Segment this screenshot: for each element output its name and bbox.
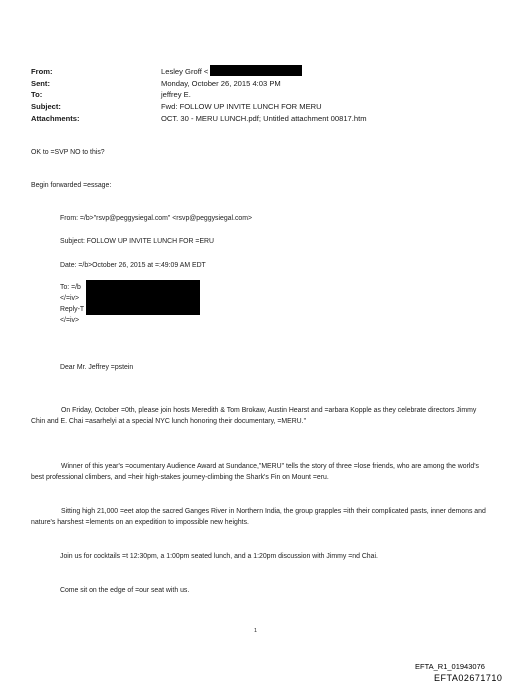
paragraph-closing: Come sit on the edge of =our seat with us.: [60, 587, 190, 594]
paragraph-setting: Sitting high 21,000 =eet atop the sacred Ganges River in Northern India, the group grapples =ith their complicated pasts, inner demons and nature's harshest =lements on an expedition to impossible new heights.: [31, 508, 486, 526]
fwd-subject-line: Subject: FOLLOW UP INVITE LUNCH FOR =ERU: [60, 238, 214, 245]
from-value: Lesley Groff <: [161, 67, 209, 76]
footer-id-primary: EFTA_R1_01943076: [415, 662, 485, 671]
fwd-reply-to-line: Reply-T: [60, 306, 85, 313]
sent-label: Sent:: [31, 79, 50, 88]
attachments-value: OCT. 30 - MERU LUNCH.pdf; Untitled attachment 00817.htm: [161, 114, 367, 123]
subject-value: Fwd: FOLLOW UP INVITE LUNCH FOR MERU: [161, 102, 322, 111]
to-value: jeffrey E.: [161, 90, 191, 99]
subject-label: Subject:: [31, 102, 61, 111]
to-label: To:: [31, 90, 43, 99]
from-label: From:: [31, 67, 53, 76]
fwd-from-line: From: =/b>"rsvp@peggysiegal.com" <rsvp@peggysiegal.com>: [60, 215, 252, 222]
paragraph-award: Winner of this year's =ocumentary Audience Award at Sundance,"MERU" tells the story of three =lose friends, who are among the world's best professional climbers, and =heir high-stakes journey-climbing the Shark's Fin on Mount =eru.: [31, 463, 479, 481]
body-line-rsvp-question: OK to =SVP NO to this?: [31, 149, 105, 156]
footer-id-secondary: EFTA02671710: [434, 673, 503, 683]
redaction-block: [86, 280, 200, 315]
sent-value: Monday, October 26, 2015 4:03 PM: [161, 79, 281, 88]
attachments-label: Attachments:: [31, 114, 80, 123]
redaction-bar: [210, 65, 302, 76]
greeting-line: Dear Mr. Jeffrey =pstein: [60, 364, 134, 371]
fwd-date-line: Date: =/b>October 26, 2015 at =:49:09 AM EDT: [60, 262, 206, 269]
fwd-to-line: To: =/b: [60, 284, 81, 291]
body-line-forwarded: Begin forwarded =essage:: [31, 182, 112, 189]
fwd-div-close-2: </=iv>: [60, 317, 79, 324]
paragraph-invitation: On Friday, October =0th, please join hosts Meredith & Tom Brokaw, Austin Hearst and =arbara Kopple as they celebrate directors Jimmy Chin and E. Chai =asarhelyi at a special NYC lunch honoring their documentary, =MERU.": [31, 407, 477, 425]
paragraph-schedule: Join us for cocktails =t 12:30pm, a 1:00pm seated lunch, and a 1:20pm discussion with Jimmy =nd Chai.: [60, 553, 378, 560]
fwd-div-close-1: </=iv>: [60, 295, 79, 302]
page-number: 1: [254, 628, 258, 634]
